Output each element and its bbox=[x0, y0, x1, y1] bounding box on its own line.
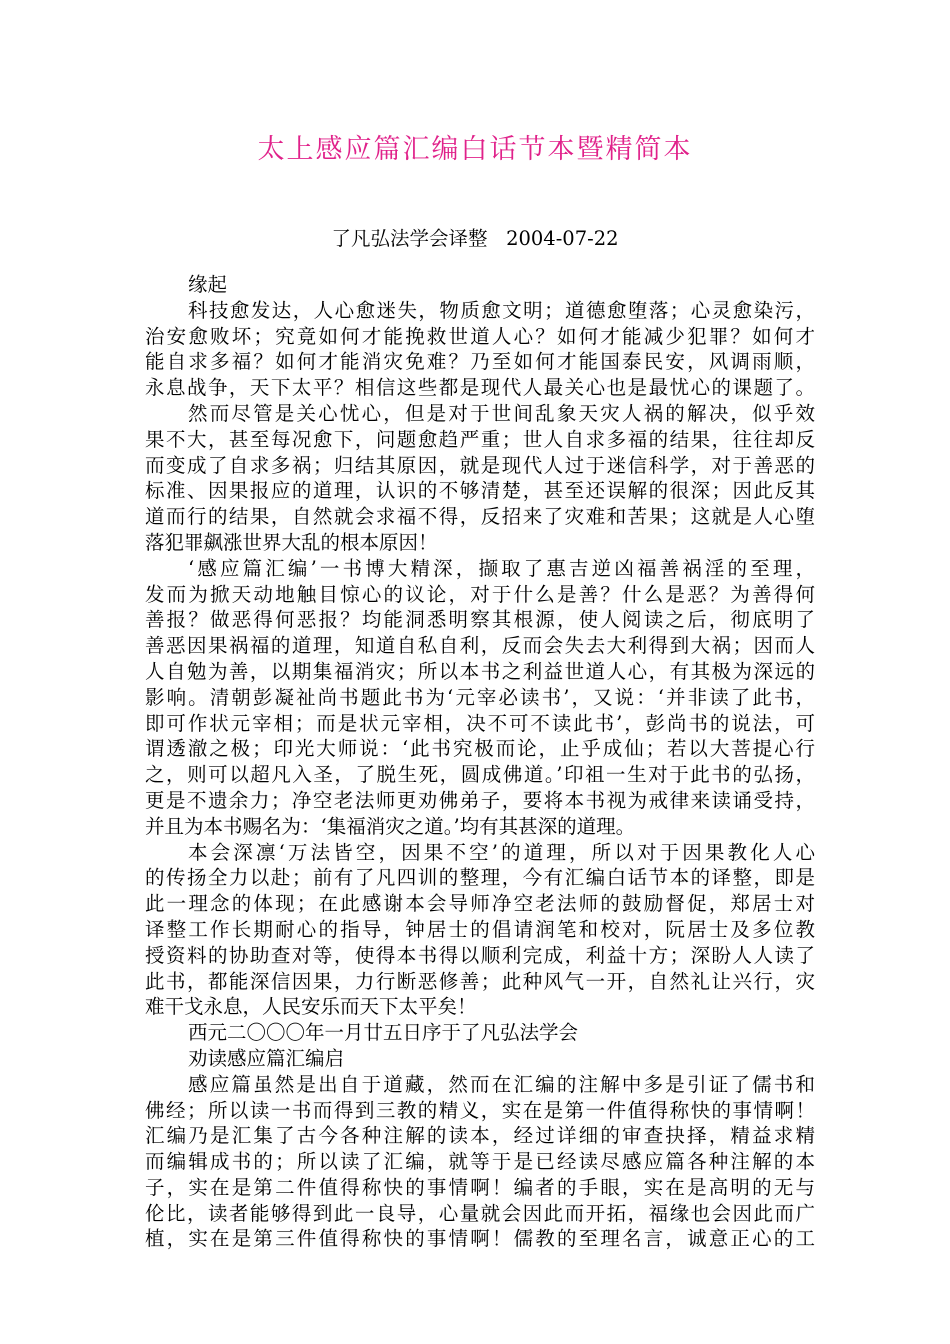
body-text-line: 而编辑成书的；所以读了汇编，就等于是已经读尽感应篇各种注解的本 bbox=[145, 1150, 815, 1174]
body-text-line: 的传扬全力以赴；前有了凡四训的整理，今有汇编白话节本的译整，即是 bbox=[145, 866, 815, 890]
body-text-line: 人自勉为善，以期集福消灾；所以本书之利益世道人心，有其极为深远的 bbox=[145, 659, 815, 683]
body-text-line: 标准、因果报应的道理，认识的不够清楚，甚至还误解的很深；因此反其 bbox=[145, 479, 815, 503]
body-text-line: 落犯罪飙涨世界大乱的根本原因！ bbox=[145, 530, 438, 554]
body-text-line: 感应篇虽然是出自于道藏，然而在汇编的注解中多是引证了儒书和 bbox=[188, 1072, 815, 1096]
section-heading-line: 缘起 bbox=[188, 273, 228, 296]
body-text-line: 即可作状元宰相；而是状元宰相，决不可不读此书’，彭尚书的说法，可 bbox=[145, 711, 815, 735]
body-text-line: 此书，都能深信因果，力行断恶修善；此种风气一开，自然礼让兴行，灾 bbox=[145, 969, 815, 993]
body-text-line: 难干戈永息，人民安乐而天下太平矣！ bbox=[145, 995, 477, 1019]
body-text-line: 发而为掀天动地触目惊心的议论，对于什么是善？什么是恶？为善得何 bbox=[145, 582, 815, 606]
body-text-line: 更是不遗余力；净空老法师更劝佛弟子，要将本书视为戒律来读诵受持， bbox=[145, 788, 815, 812]
body-text-line: 本会深凛‘万法皆空，因果不空’的道理，所以对于因果教化人心 bbox=[188, 840, 815, 864]
body-text-line: ‘感应篇汇编’一书博大精深，撷取了惠吉逆凶福善祸淫的至理， bbox=[188, 556, 815, 580]
section-heading-line: 西元二〇〇〇年一月廿五日序于了凡弘法学会 bbox=[188, 1021, 579, 1045]
body-text-line: 子，实在是第二件值得称快的事情啊！编者的手眼，实在是高明的无与 bbox=[145, 1175, 815, 1199]
body-text-line: 影响。清朝彭凝祉尚书题此书为‘元宰必读书’，又说：‘并非读了此书， bbox=[145, 685, 815, 709]
body-text-line: 善恶因果祸福的道理，知道自私自利，反而会失去大利得到大祸；因而人 bbox=[145, 634, 815, 658]
body-text-line: 治安愈败坏；究竟如何才能挽救世道人心？如何才能减少犯罪？如何才 bbox=[145, 324, 815, 348]
body-text-line: 译整工作长期耐心的指导，钟居士的倡请润笔和校对，阮居士及多位教 bbox=[145, 917, 815, 941]
document-title: 太上感应篇汇编白话节本暨精简本 bbox=[257, 134, 693, 165]
section-heading-line: 劝读感应篇汇编启 bbox=[188, 1046, 345, 1070]
document-byline: 了凡弘法学会译整 2004-07-22 bbox=[331, 227, 619, 250]
body-text-line: 果不大，甚至每况愈下，问题愈趋严重；世人自求多福的结果，往往却反 bbox=[145, 427, 815, 451]
body-text-line: 能自求多福？如何才能消灾免难？乃至如何才能国泰民安，风调雨顺， bbox=[145, 350, 815, 374]
body-text-line: 此一理念的体现；在此感谢本会导师净空老法师的鼓励督促，郑居士对 bbox=[145, 892, 815, 916]
body-text-line: 植，实在是第三件值得称快的事情啊！儒教的至理名言，诚意正心的工 bbox=[145, 1227, 815, 1251]
body-text-line: 而变成了自求多祸；归结其原因，就是现代人过于迷信科学，对于善恶的 bbox=[145, 453, 815, 477]
body-text-line: 伦比，读者能够得到此一良导，心量就会因此而开拓，福缘也会因此而广 bbox=[145, 1201, 815, 1225]
body-text-line: 汇编乃是汇集了古今各种注解的读本，经过详细的审查抉择，精益求精 bbox=[145, 1124, 815, 1148]
body-text-line: 善报？做恶得何恶报？均能洞悉明察其根源，使人阅读之后，彻底明了 bbox=[145, 608, 815, 632]
document-body bbox=[145, 272, 815, 1252]
body-text-line: 科技愈发达，人心愈迷失，物质愈文明；道德愈堕落；心灵愈染污， bbox=[188, 298, 815, 322]
body-text-line: 授资料的协助查对等，使得本书得以顺利完成，利益十方；深盼人人读了 bbox=[145, 943, 815, 967]
body-text-line: 之，则可以超凡入圣，了脱生死，圆成佛道。’印祖一生对于此书的弘扬， bbox=[145, 763, 815, 787]
body-text-line: 谓透澈之极；印光大师说：‘此书究极而论，止乎成仙；若以大菩提心行 bbox=[145, 737, 815, 761]
body-text-line: 永息战争，天下太平？相信这些都是现代人最关心也是最忧心的课题了。 bbox=[145, 376, 815, 400]
body-text-line: 道而行的结果，自然就会求福不得，反招来了灾难和苦果；这就是人心堕 bbox=[145, 505, 815, 529]
body-text-line: 并且为本书赐名为：‘集福消灾之道。’均有其甚深的道理。 bbox=[145, 814, 636, 838]
body-text-line: 然而尽管是关心忧心，但是对于世间乱象天灾人祸的解决，似乎效 bbox=[188, 401, 815, 425]
body-text-line: 佛经；所以读一书而得到三教的精义，实在是第一件值得称快的事情啊！ bbox=[145, 1098, 815, 1122]
